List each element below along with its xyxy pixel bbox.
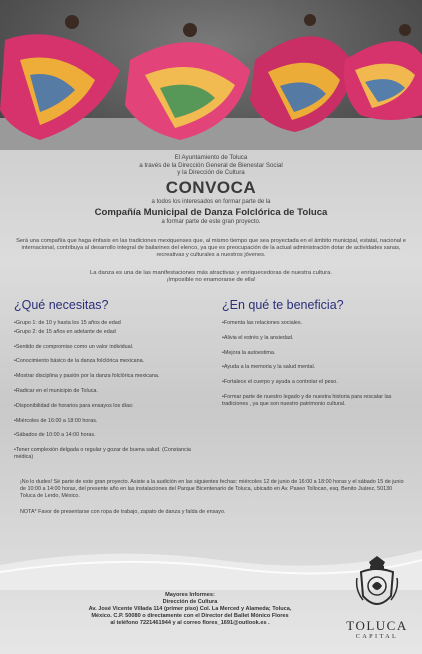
note-text: NOTA* Favor de presentarse con ropa de trabajo, zapato de danza y falda de ensayo. <box>20 509 226 515</box>
list-item: •Miércoles de 16:00 a 18:00 horas. <box>14 417 98 424</box>
company-name: Compañía Municipal de Danza Folclórica de Toluca <box>94 207 328 218</box>
list-item: •Alivia el estrés y la ansiedad. <box>222 334 294 341</box>
benefits-column <box>222 298 412 416</box>
list-item: •Fomenta las relaciones sociales. <box>222 320 303 326</box>
description-paragraph: Será una compañía que haga énfasis en las tradiciones mexiquenses que, al mismo tiempo que sea proyectada en el ámbito municipal, estatal, nacional e internacional, contribuya al desarrollo integral de bailarines del elenco, ya que es preocupación de la actual administración dotar de actividades sanas, recreativas y culturales a nuestros jóvenes. <box>16 238 406 259</box>
contact-line: Mayores Informes: <box>165 592 215 598</box>
list-item: •Sábados de 10:00 a 14:00 horas. <box>14 432 96 439</box>
intro-block <box>0 154 422 177</box>
toluca-logo <box>344 556 410 640</box>
list-item: •Conocimiento básico de la danza folclórica mexicana. <box>14 358 145 365</box>
intro-line: El Ayuntamiento de Toluca <box>174 154 248 161</box>
tagline-line: ¡Imposible no enamorarse de ella! <box>166 277 256 284</box>
subtitle-line: a formar parte de este gran proyecto. <box>161 219 261 225</box>
contact-line: al teléfono 7221461944 y al correo flores_1691@outlook.es . <box>110 620 270 627</box>
dancer-3 <box>250 14 355 132</box>
intro-line: y la Dirección de Cultura <box>177 169 245 177</box>
list-item: •Ayuda a la memoria y la salud mental. <box>222 364 316 371</box>
list-item: •Tener complexión delgada o regular y gozar de buena salud. (Constancia médica) <box>14 447 191 460</box>
logo-wordmark: TOLUCA <box>346 618 408 633</box>
contact-block <box>40 592 340 627</box>
list-item: •Formar parte de nuestro legado y de nuestra historia para rescatar las tradiciones , ya que son nuestro patrimonio cultural. <box>222 393 392 407</box>
tagline-line: La danza es una de las manifestaciones más atractivas y enriquecedoras de nuestra cultura. <box>90 270 332 276</box>
list-item: •Fortalece el cuerpo y ayuda a controlar el peso. <box>222 379 338 386</box>
list-item: •Disponibilidad de horarios para ensayos los días: <box>14 402 134 409</box>
contact-line: México. C.P. 50080 o directamente con el Director del Ballet Mónico Flores <box>91 613 289 620</box>
logo-caption: CAPITAL <box>355 633 399 640</box>
list-item: •Grupo 2: de 15 años en adelante de edad <box>14 328 116 335</box>
page-title: CONVOCA <box>165 178 257 197</box>
list-item: •Mejora la autoestima. <box>222 349 276 356</box>
dancer-4 <box>344 24 422 120</box>
list-item: •Radicar en el municipio de Toluca. <box>14 387 98 394</box>
hero-photo <box>0 0 422 150</box>
dancers-illustration <box>0 0 422 150</box>
list-item: •Mostrar disciplina y pasión por la danza folclórica mexicana. <box>14 373 160 380</box>
list-item: •Sentido de compromiso como un valor individual. <box>14 343 134 350</box>
requirements-column <box>14 298 204 469</box>
requirements-list <box>14 320 204 461</box>
audition-info: ¡No lo dudes! Sé parte de este gran proyecto. Asiste a la audición en las siguientes fechas: miércoles 12 de junio de 16:00 a 18:00 horas y el sábado 15 de junio de 10:00 a 14:00 horas, del presente año en las instalaciones del Parque Bicentenario de Toluca, ubicado en Av. Paseo Tollocan, esq. Benito Juárez, 50130 Toluca de Lerdo, México. <box>20 479 404 499</box>
contact-line: Dirección de Cultura <box>162 599 218 606</box>
intro-line: a través de la Dirección General de Bienestar Social <box>139 161 283 169</box>
coat-of-arms-icon <box>355 556 399 614</box>
benefits-list <box>222 320 412 408</box>
requirements-heading: ¿Qué necesitas? <box>14 298 109 312</box>
benefits-heading: ¿En qué te beneficia? <box>222 298 344 312</box>
list-item: •Grupo 1: de 10 y hasta los 15 años de edad <box>14 320 121 326</box>
subtitle-line: a todos los interesados en formar parte de la <box>151 199 271 205</box>
tagline-block <box>0 270 422 284</box>
contact-line: Av. José Vicente Villada 114 (primer piso) Col. La Merced y Alameda; Toluca, <box>88 606 292 613</box>
